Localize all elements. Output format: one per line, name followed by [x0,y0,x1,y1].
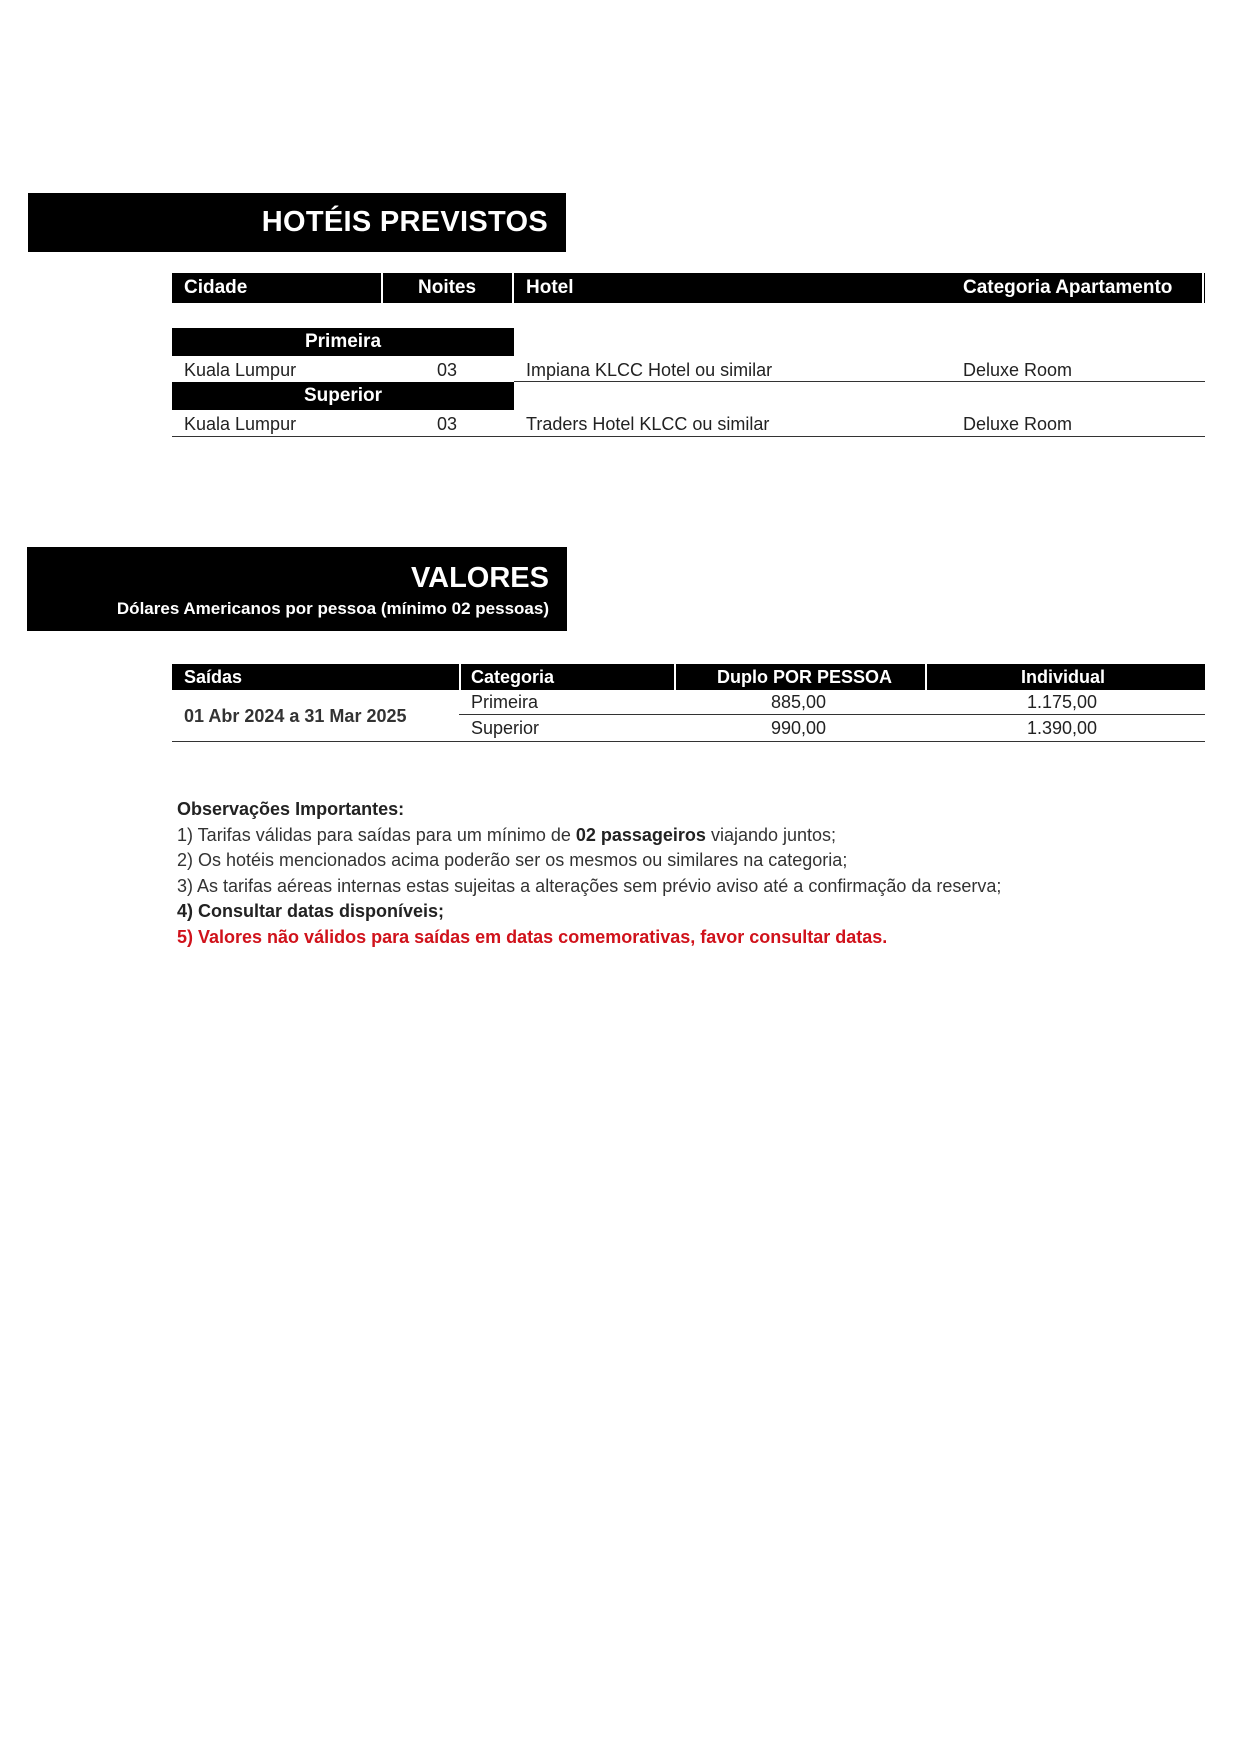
header-cidade: Cidade [184,277,248,298]
price-row-double: 885,00 [771,692,827,712]
price-row-category: Primeira [471,692,539,712]
hotel-row-hotel: Impiana KLCC Hotel ou similar [526,360,773,380]
category-superior-bar: Superior [172,382,514,410]
header-divider [512,273,514,303]
price-row-single: 1.390,00 [1027,718,1098,738]
row-divider [514,381,1205,382]
hotel-row-hotel: Traders Hotel KLCC ou similar [526,414,770,434]
hotel-row-nights: 03 [437,360,458,380]
values-banner [27,547,567,631]
header-categoria: Categoria [471,667,555,687]
important-notes [177,797,1001,950]
note-3: 3) As tarifas aéreas internas estas sujeitas a alterações sem prévio aviso até a confirmação da reserva; [177,875,1002,896]
values-title: VALORES [410,562,549,594]
values-table-header [172,664,1205,690]
note-5: 5) Valores não válidos para saídas em datas comemorativas, favor consultar datas. [177,926,888,947]
hotel-row-room: Deluxe Room [963,360,1073,380]
header-individual: Individual [1021,667,1106,687]
hotels-table-header [172,273,1205,303]
header-categoria-apartamento: Categoria Apartamento [963,277,1173,298]
header-saidas: Saídas [184,667,243,687]
header-divider [674,664,676,690]
hotels-banner [28,193,566,252]
header-noites: Noites [418,277,477,298]
row-divider [172,741,1205,742]
note-1: 1) Tarifas válidas para saídas para um mínimo de 02 passageiros viajando juntos; [177,824,837,845]
category-primeira-bar: Primeira [172,328,514,356]
hotel-row-city: Kuala Lumpur [184,414,297,434]
hotel-row-nights: 03 [437,414,458,434]
note-2: 2) Os hotéis mencionados acima poderão ser os mesmos ou similares na categoria; [177,850,848,870]
price-row-single: 1.175,00 [1027,692,1098,712]
notes-title: Observações Importantes: [177,799,405,819]
header-hotel: Hotel [526,277,574,298]
header-divider [925,664,927,690]
row-divider [172,436,1205,437]
price-row-double: 990,00 [771,718,827,738]
hotel-row-city: Kuala Lumpur [184,360,297,380]
departure-period: 01 Abr 2024 a 31 Mar 2025 [184,706,407,726]
header-divider [459,664,461,690]
note-4: 4) Consultar datas disponíveis; [177,901,445,921]
header-divider [381,273,383,303]
hotels-title: HOTÉIS PREVISTOS [261,206,548,238]
hotel-row-room: Deluxe Room [963,414,1073,434]
price-row-category: Superior [471,718,540,738]
header-duplo: Duplo POR PESSOA [717,667,893,687]
header-divider [1202,273,1204,303]
values-subtitle: Dólares Americanos por pessoa (mínimo 02 pessoas) [116,599,549,618]
